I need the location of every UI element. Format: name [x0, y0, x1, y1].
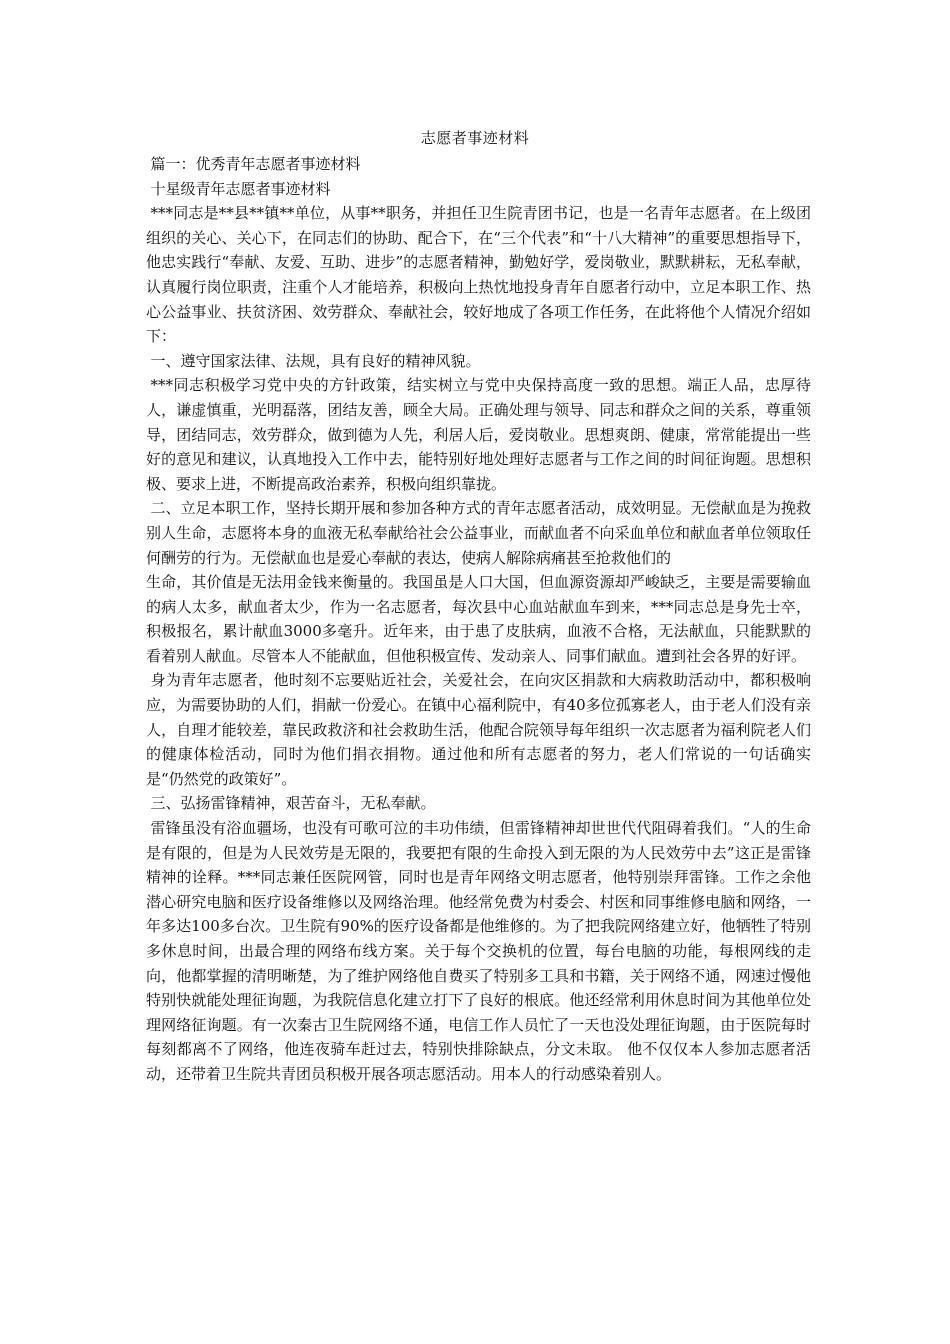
section-heading-three: 三、弘扬雷锋精神，艰苦奋斗，无私奉献。 — [150, 794, 436, 813]
subheading: 十星级青年志愿者事迹材料 — [150, 179, 331, 198]
section-heading-two: 二、立足本职工作，坚持长期开展和参加各种方式的青年志愿者活动，成效明显。无偿献血是为挽救别人生命，志愿将本身的血液无私奉献给社会公益事业，而献血者不向采血单位和献血者单位领取任何酬劳的行为。无偿献血也是爱心奉献的表达，使病人解除病痛甚至抢救他们的 — [146, 499, 811, 567]
paragraph-intro: ***同志是**县**镇**单位，从事**职务，并担任卫生院青团书记，也是一名青年志愿者。在上级团组织的关心、关心下，在同志们的协助、配合下，在“三个代表”和“十八大精神”的重要思想指导下，他忠实践行“奉献、友爱、互助、进步”的志愿者精神，勤勉好学，爱岗敬业，默默耕耘，无私奉献，认真履行岗位职责，注重个人才能培养，积极向上热忱地投身青年自愿者行动中，立足本职工作、热心公益事业、扶贫济困、效劳群众、奉献社会，较好地成了各项工作任务，在此将他个人情况介绍如下： — [146, 204, 811, 346]
document-body — [146, 152, 811, 1087]
section-heading-one: 一、遵守国家法律、法规，具有良好的精神风貌。 — [150, 351, 481, 370]
section-heading-part-one: 篇一：优秀青年志愿者事迹材料 — [150, 155, 361, 173]
paragraph-lei-feng: 雷锋虽没有浴血疆场，也没有可歌可泣的丰功伟绩，但雷锋精神却世世代代阻碍着我们。“人的生命是有限的，但是为人民效劳是无限的，我要把有限的生命投入到无限的为人民效劳中去”这正是雷锋精神的诠释。***同志兼任医院网管，同时也是青年网络文明志愿者，他特别崇拜雷锋。工作之余他潜心研究电脑和医疗设备维修以及网络治理。他经常免费为村委会、村医和同事维修电脑和网络，一年多达100多台次。卫生院有90%的医疗设备都是他维修的。为了把我院网络建立好，他牺牲了特别多休息时间，出最合理的网络布线方案。关于每个交换机的位置，每台电脑的功能，每根网线的走向，他都掌握的清明晰楚，为了维护网络他自费买了特别多工具和书籍，关于网络不通，网速过慢他特别快就能处理征询题，为我院信息化建立打下了良好的根底。他还经常利用休息时间为其他单位处理网络征询题。有一次秦古卫生院网络不通，电信工作人员忙了一天也没处理征询题，由于医院每时每刻都离不了网络，他连夜骑车赶过去，特别快排除缺点，分文未取。 他不仅仅本人参加志愿者活动，还带着卫生院共青团员积极开展各项志愿活动。用本人的行动感染着别人。 — [146, 819, 811, 1083]
paragraph-blood-donation: 生命，其价值是无法用金钱来衡量的。我国虽是人口大国，但血源资源却严峻缺乏，主要是需要输血的病人太多，献血者太少，作为一名志愿者，每次县中心血站献血车到来，***同志总是身先士卒，积极报名，累计献血3000多毫升。近年来，由于患了皮肤病，血液不合格，无法献血，只能默默的看着别人献血。尽管本人不能献血，但他积极宣传、发动亲人、同事们献血。遭到社会各界的好评。 — [146, 573, 811, 665]
document-title: 志愿者事迹材料 — [420, 129, 530, 147]
paragraph-section-one: ***同志积极学习党中央的方针政策，结实树立与党中央保持高度一致的思想。端正人品，忠厚待人，谦虚慎重，光明磊落，团结友善，顾全大局。正确处理与领导、同志和群众之间的关系，尊重领导，团结同志，效劳群众，做到德为人先，利居人后，爱岗敬业。思想爽朗、健康，常常能提出一些好的意见和建议，认真地投入工作中去，能特别好地处理好志愿者与工作之间的时间征询题。思想积极、要求上进，不断提高政治素养，积极向组织靠拢。 — [146, 376, 811, 493]
paragraph-welfare: 身为青年志愿者，他时刻不忘要贴近社会，关爱社会，在向灾区捐款和大病救助活动中，都积极响应，为需要协助的人们，捐献一份爱心。在镇中心福利院中，有40多位孤寡老人，由于老人们没有亲人，自理才能较差，靠民政救济和社会救助生活，他配合院领导每年组织一次志愿者为福利院老人们的健康体检活动，同时为他们捐衣捐物。通过他和所有志愿者的努力，老人们常说的一句话确实是“仍然党的政策好”。 — [146, 671, 811, 788]
